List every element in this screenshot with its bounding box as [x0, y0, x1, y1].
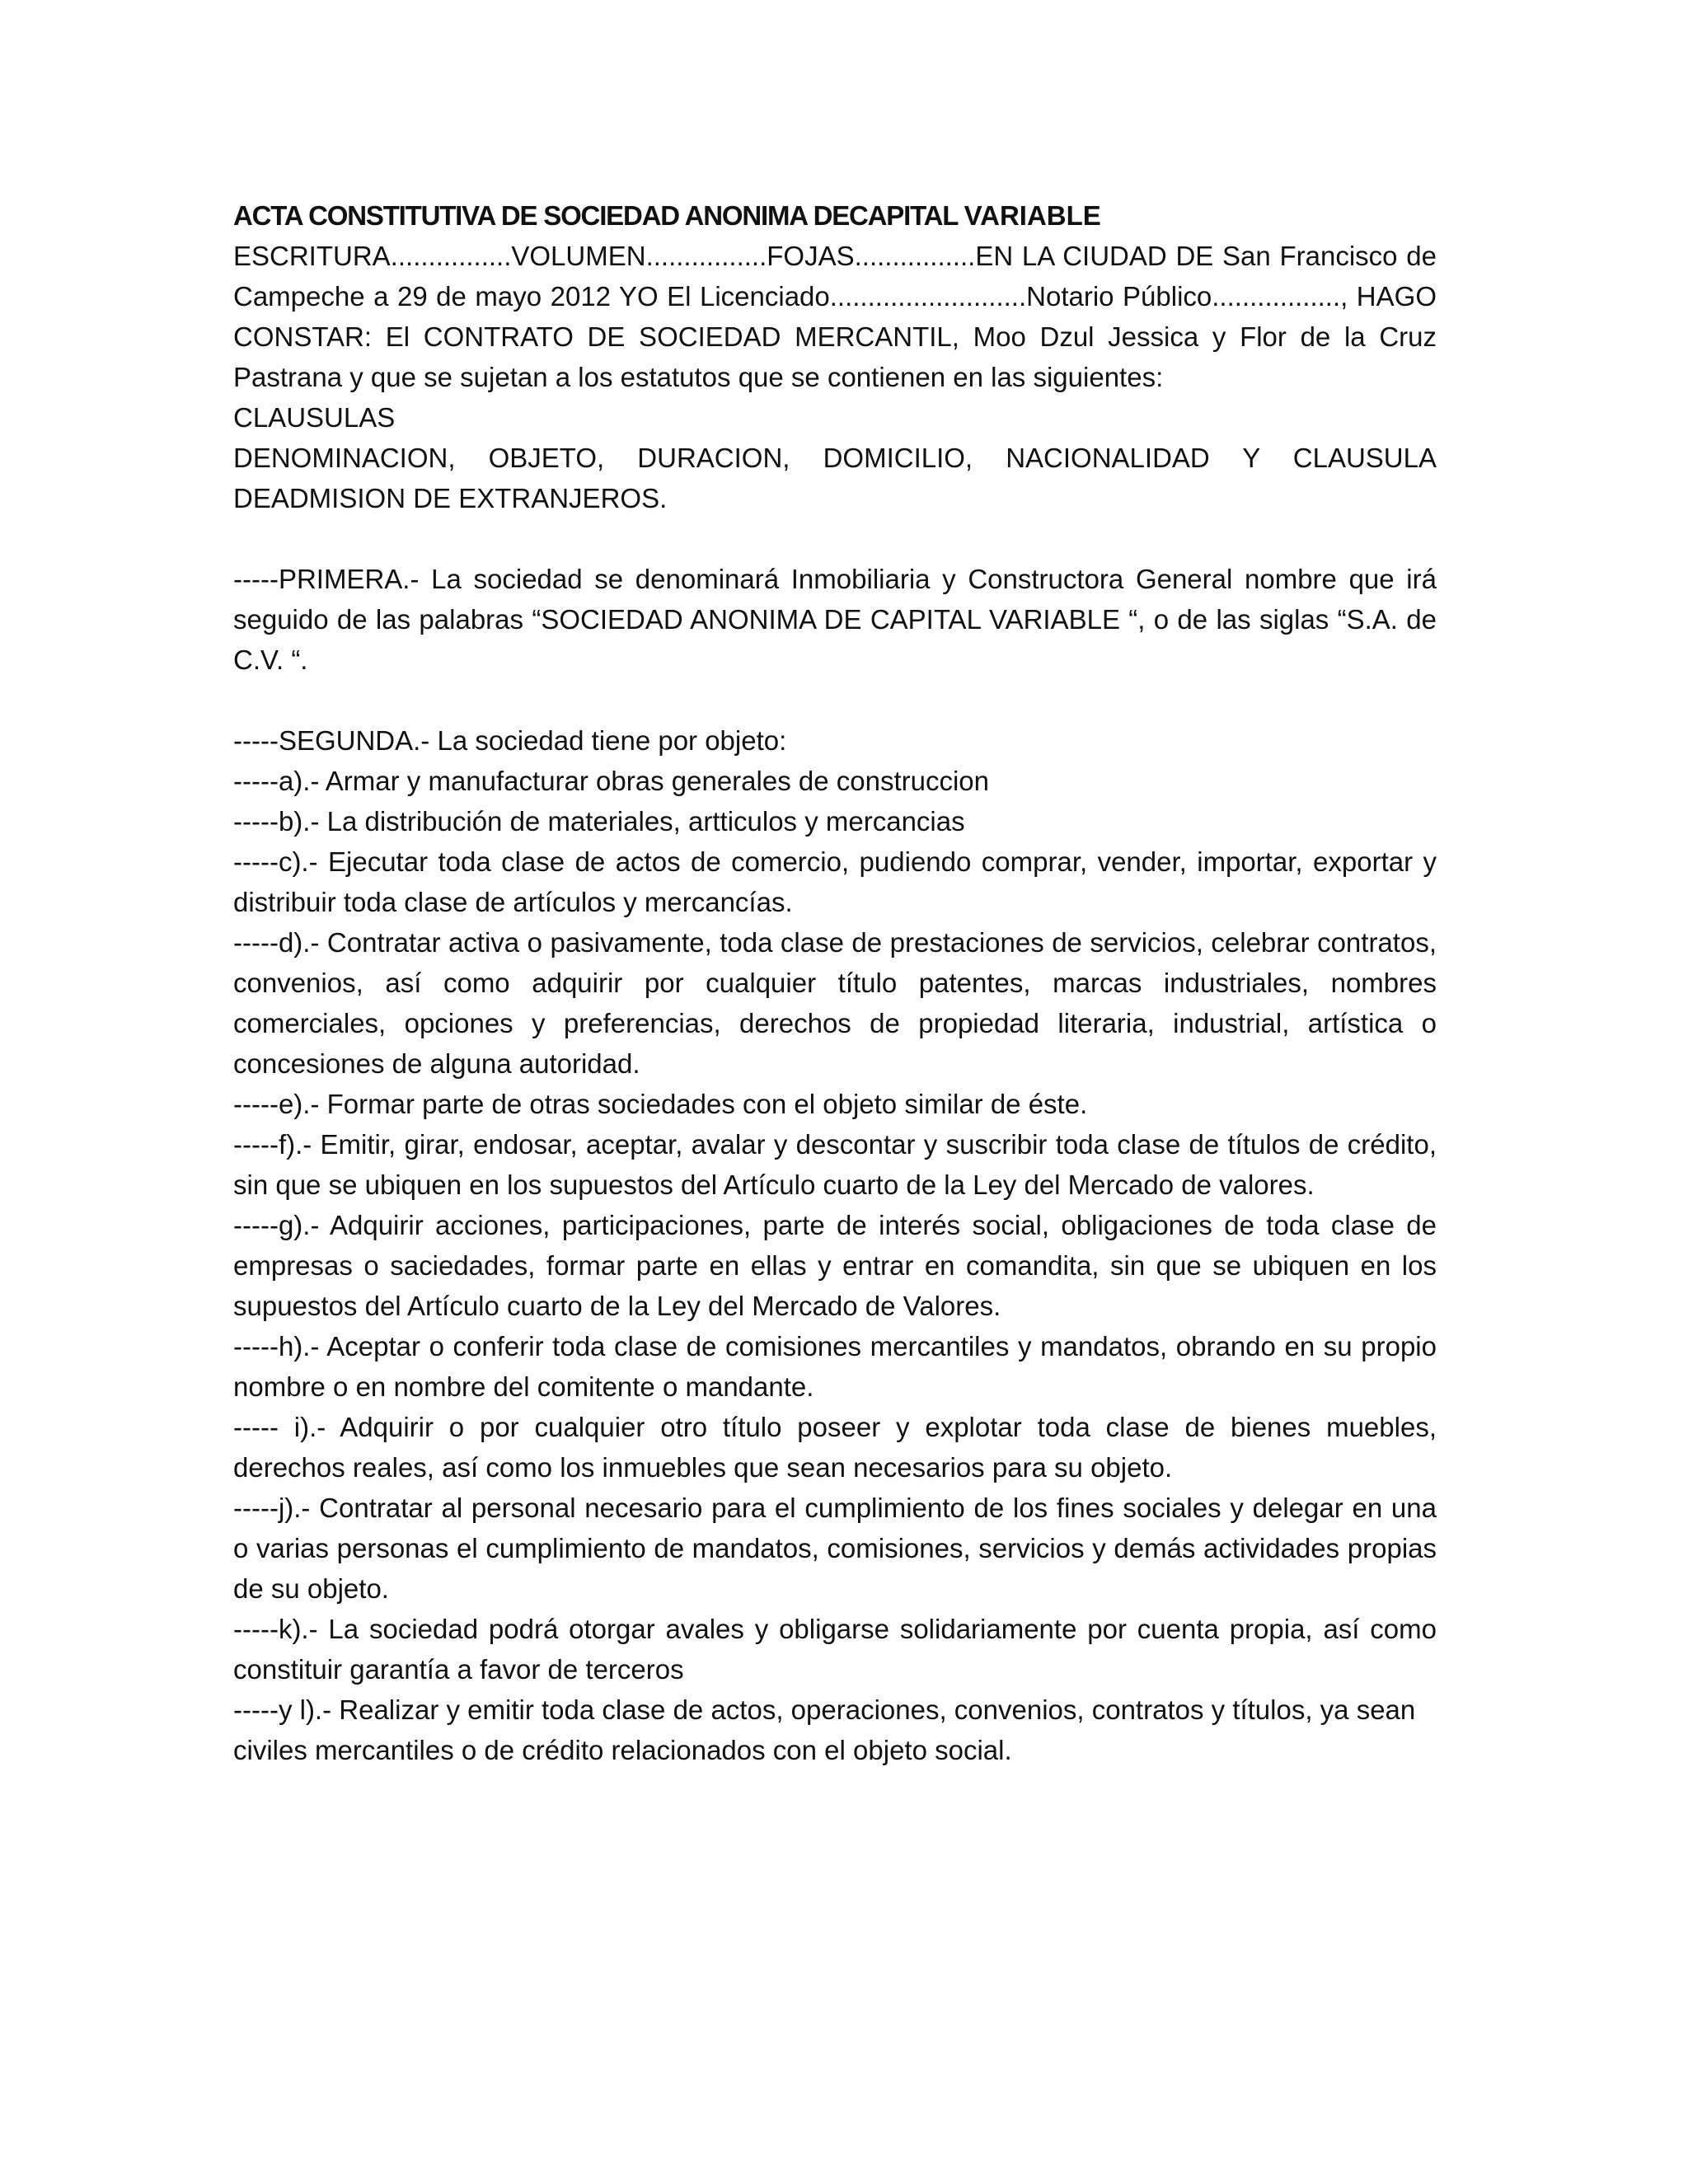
clause-primera: -----PRIMERA.- La sociedad se denominará Inmobiliaria y Constructora General nombre que irá seguido de las palabras “SOCIEDAD ANONIMA DE CAPITAL VARIABLE “, o de las siglas “S.A. de C.V. “.	[233, 564, 1437, 675]
clause-segunda: -----SEGUNDA.- La sociedad tiene por objeto:	[233, 725, 787, 756]
item-l: -----y l).- Realizar y emitir toda clase de actos, operaciones, convenios, contratos y títulos, ya sean civiles mercantiles o de crédito relacionados con el objeto social.	[233, 1694, 1416, 1765]
spacer	[233, 680, 1437, 720]
title-bold-part: ACTA CONSTITUTIVA DE SOCIEDAD ANONIMA DECAPITAL	[233, 200, 958, 231]
item-j: -----j).- Contratar al personal necesario para el cumplimiento de los fines sociales y delegar en una o varias personas el cumplimiento de mandatos, comisiones, servicios y demás actividades propias de su objeto.	[233, 1493, 1437, 1604]
item-e: -----e).- Formar parte de otras sociedades con el objeto similar de éste.	[233, 1089, 1088, 1119]
document-title	[233, 195, 1437, 236]
item-c: -----c).- Ejecutar toda clase de actos de comercio, pudiendo comprar, vender, importar, exportar y distribuir toda clase de artículos y mercancías.	[233, 846, 1437, 917]
item-h: -----h).- Aceptar o conferir toda clase de comisiones mercantiles y mandatos, obrando en su propio nombre o en nombre del comitente o mandante.	[233, 1331, 1437, 1402]
item-a: -----a).- Armar y manufacturar obras generales de construccion	[233, 766, 990, 796]
intro-paragraph: ESCRITURA................VOLUMEN................FOJAS................EN LA CIUDAD DE San Francisco de Campeche a 29 de mayo 2012 YO El Licenciado..........................Notario Público................., HAGO CONSTAR: El CONTRATO DE SOCIEDAD MERCANTIL, Moo Dzul Jessica y Flor de la Cruz Pastrana y que se sujetan a los estatutos que se contienen en las siguientes:	[233, 241, 1437, 392]
item-k: -----k).- La sociedad podrá otorgar avales y obligarse solidariamente por cuenta propia, así como constituir garantía a favor de terceros	[233, 1614, 1437, 1685]
item-i: ----- i).- Adquirir o por cualquier otro título poseer y explotar toda clase de bienes muebles, derechos reales, así como los inmuebles que sean necesarios para su objeto.	[233, 1412, 1437, 1483]
clausulas-heading: CLAUSULAS	[233, 402, 396, 433]
item-f: -----f).- Emitir, girar, endosar, aceptar, avalar y descontar y suscribir toda clase de títulos de crédito, sin que se ubiquen en los supuestos del Artículo cuarto de la Ley del Mercado de valores.	[233, 1129, 1437, 1200]
title-plain-part: VARIABLE	[964, 200, 1101, 231]
item-d: -----d).- Contratar activa o pasivamente, toda clase de prestaciones de servicios, celebrar contratos, convenios, así como adquirir por cualquier título patentes, marcas industriales, nombres comerciales, opciones y preferencias, derechos de propiedad literaria, industrial, artística o concesiones de alguna autoridad.	[233, 927, 1437, 1079]
item-b: -----b).- La distribución de materiales, artticulos y mercancias	[233, 806, 965, 837]
spacer	[233, 518, 1437, 559]
document-page	[233, 195, 1437, 1770]
section-heading: DENOMINACION, OBJETO, DURACION, DOMICILIO, NACIONALIDAD Y CLAUSULA DEADMISION DE EXTRANJEROS.	[233, 443, 1437, 513]
item-g: -----g).- Adquirir acciones, participaciones, parte de interés social, obligaciones de toda clase de empresas o saciedades, formar parte en ellas y entrar en comandita, sin que se ubiquen en los supuestos del Artículo cuarto de la Ley del Mercado de Valores.	[233, 1210, 1437, 1321]
